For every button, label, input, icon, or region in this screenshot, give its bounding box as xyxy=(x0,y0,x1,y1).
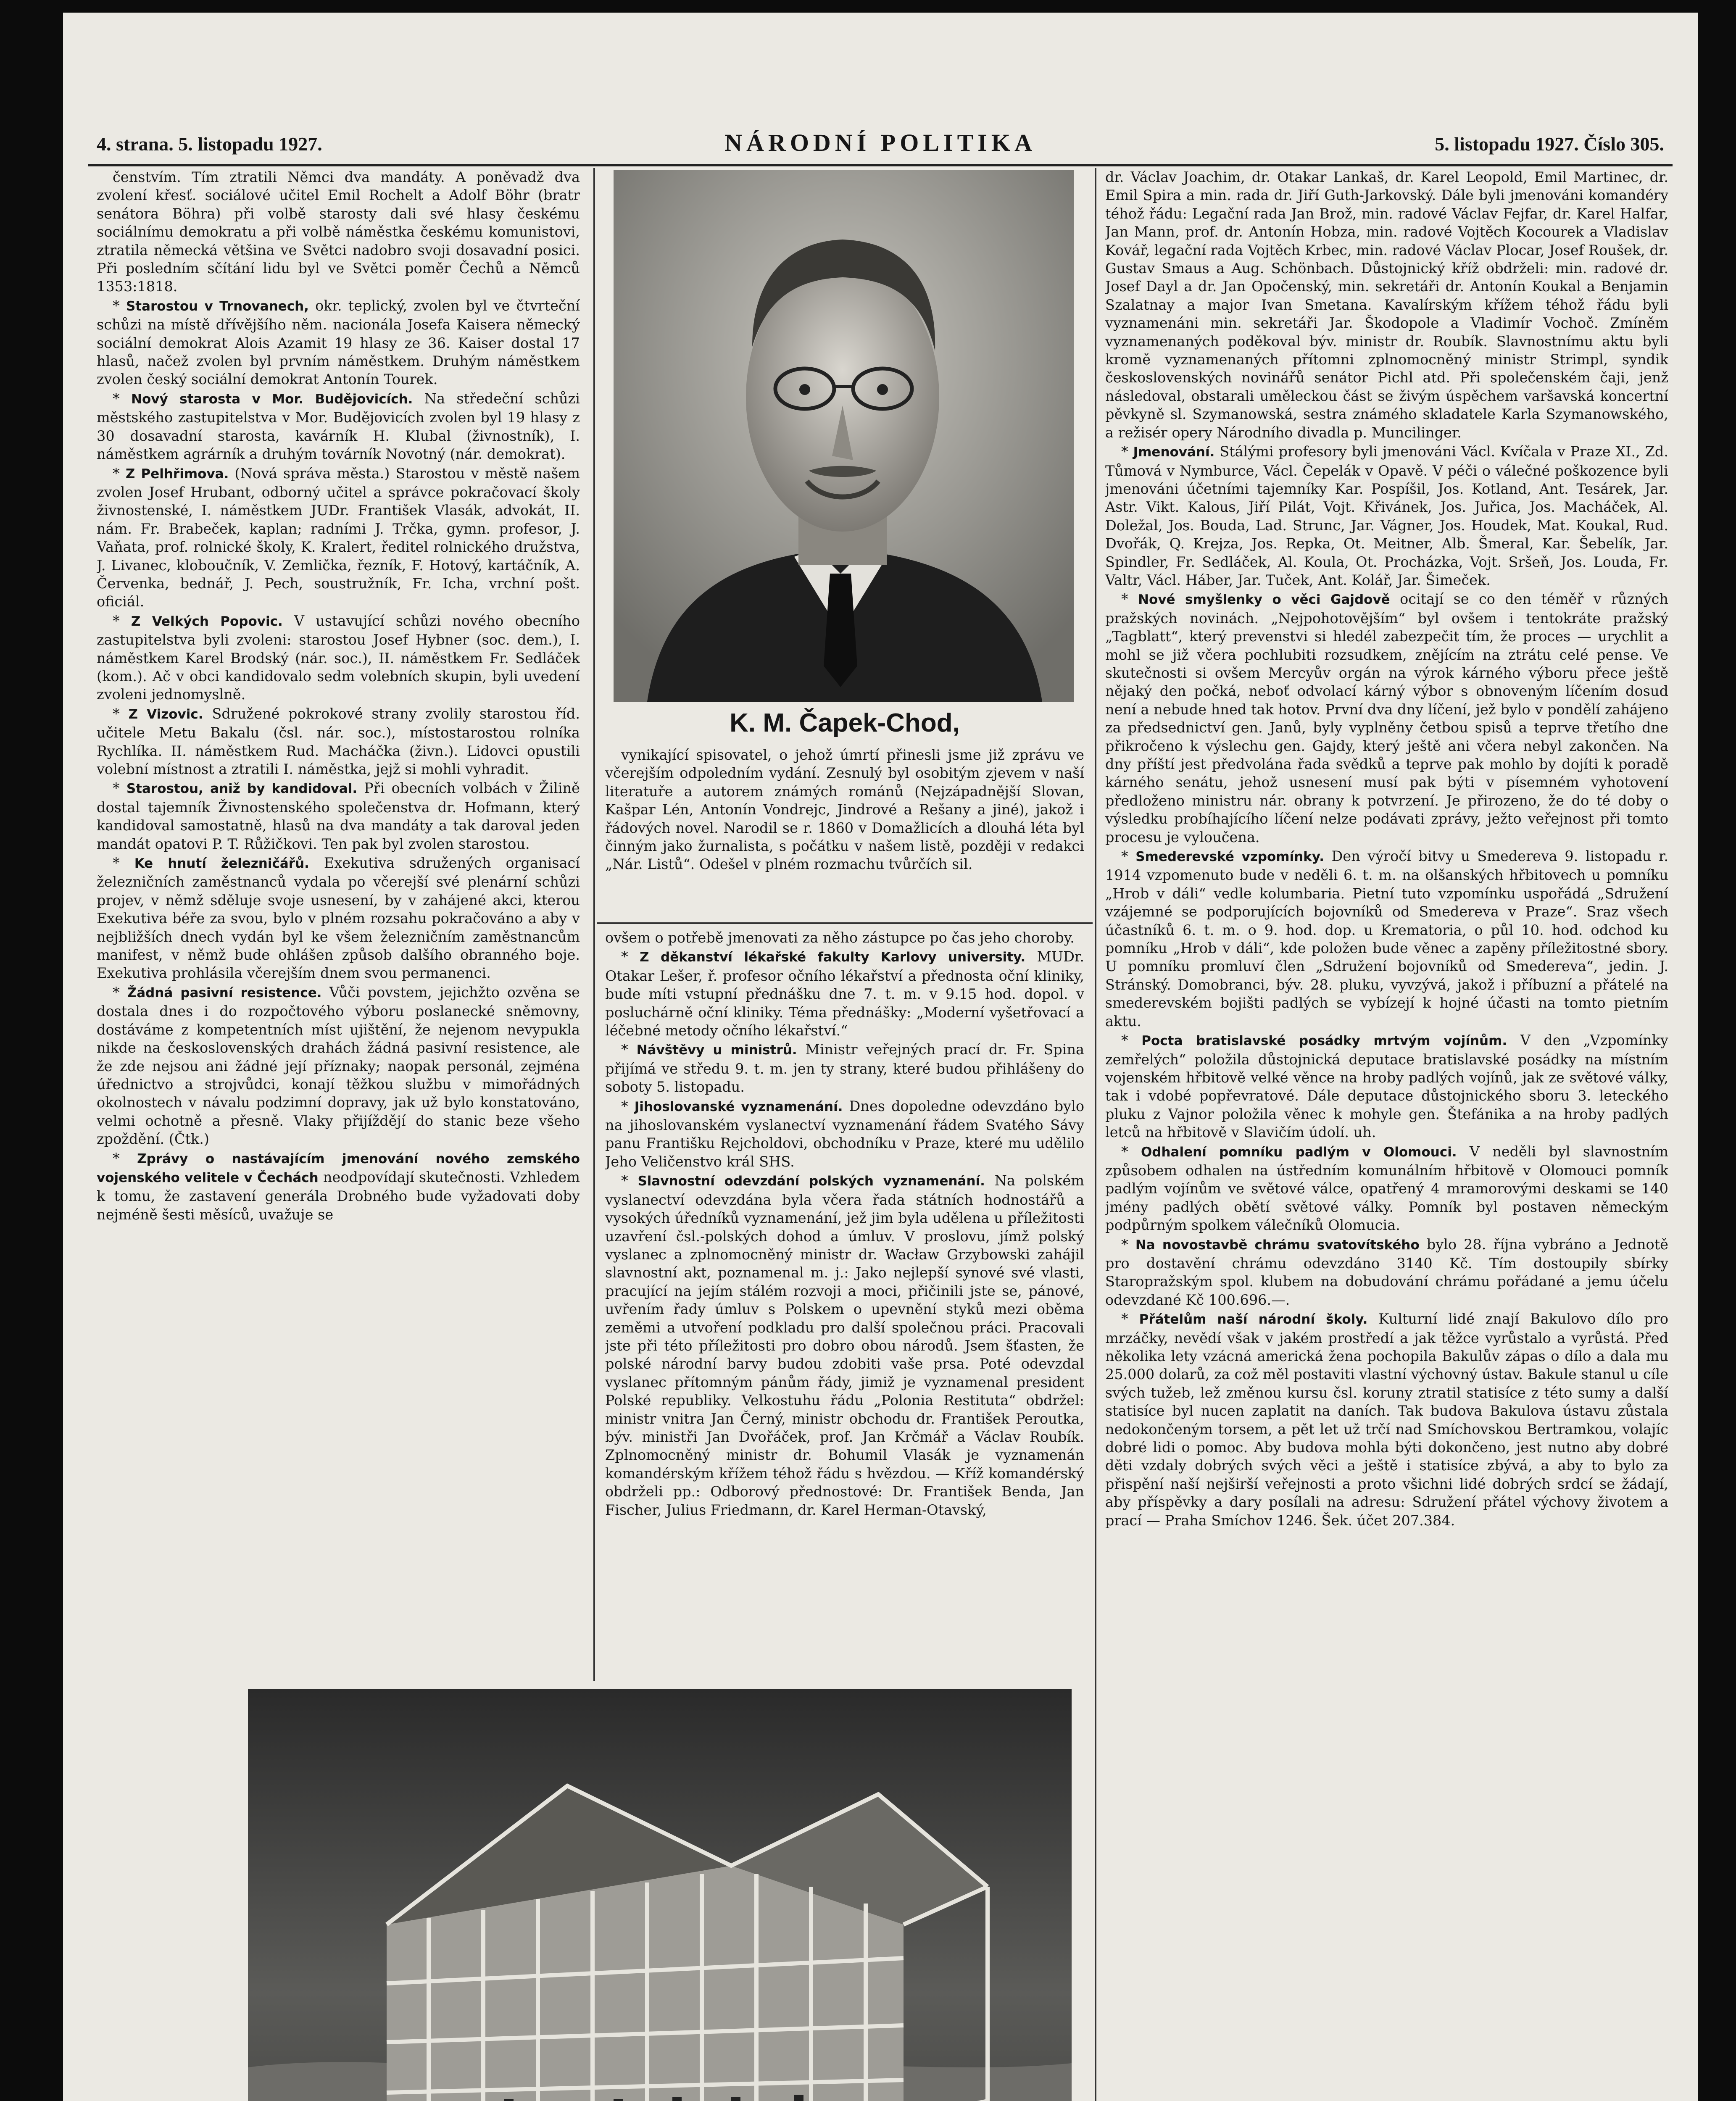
article: * Smederevské vzpomínky. Den výročí bitvy u Smedereva 9. listopadu r. 1914 vzpomenuto bude v neděli 6. t. m. na olšanských hřbitovech u pomníku „Hrob v dáli“ vedle kolumbaria. Pietní tuto vzpomínku uspořádá „Sdružení vzájemné se podporujících bojovníků od Smedereva v Praze“. Sraz všech účastníků 6. t. m. o 9. hod. dop. u Krematoria, o půl 10. hod. odchod ku pomníku „Hrob v dáli“, kde položen bude věnec a zapěny příležitostné sbory. U pomníku promluví člen „Sdružení bojovníků od Smedereva“, jedin. J. Stránský. Domobranci, býv. 28. pluku, vyvzývá, jakož i příbuzní a přátelé na smederevském bojišti padlých se vybízejí k hojné účasti na tomto pietním aktu. xyxy=(1105,848,1668,1029)
article: * Nový starosta v Mor. Budějovicích. Na středeční schůzi městského zastupitelstva v Mor. Budějovicích zvolen byl 19 hlasy z 30 dosavadní starosta, kavárník H. Klubal (živnostník), I. náměstkem agrárník a druhým továrník Novotný (nár. demokrat). xyxy=(97,390,580,463)
article: * Návštěvy u ministrů. Ministr veřejných prací dr. Fr. Spina přijímá ve středu 9. t. m. jen ty strany, které budou přihlášeny do soboty 5. listopadu. xyxy=(605,1041,1084,1095)
portrait-caption: vynikající spisovatel, o jehož úmrtí přinesli jsme již zprávu ve včerejším odpoledním vydání. Zesnulý byl osobitým zjevem v naší literatuře a autorem známých románů (Nejzápadnější Slovan, Kašpar Lén, Antonín Vondrejc, Jindrové a Rešany a jiné), jakož i řádových novel. Narodil se r. 1860 v Domažlicích a dlouhá léta byl činným jako žurnalista, s počátku v našem listě, později v redakci „Nár. Listů“. Odešel v plném rozmachu tvůrčích sil. xyxy=(605,747,1084,873)
article: ovšem o potřebě jmenovati za něho zástupce po čas jeho choroby. xyxy=(605,929,1075,946)
article: * Z Pelhřimova. (Nová správa města.) Starostou v městě našem zvolen Josef Hrubant, odborný učitel a správce pokračovací školy živnostenské, I. náměstkem JUDr. František Vlasák, advokát, II. nám. Fr. Brabeček, kaplan; radními J. Trčka, gymn. profesor, J. Vaňata, prof. rolnické školy, K. Kralert, ředitel rolnického družstva, J. Livanec, kloboučník, V. Zemlička, řezník, F. Hotový, kartáčník, A. Červenka, bednář, J. Pech, soustružník, Fr. Icha, vrchní pošt. oficiál. xyxy=(97,465,580,610)
article: * Ke hnutí železničářů. Exekutiva sdružených organisací železničních zaměstnanců vydala po včerejší své plenární schůzi projev, v němž sděluje svoje usnesení, by v zahájené akci, kterou Exekutiva béře za svou, bylo v plném rozsahu pokračováno a aby v nejbližších dnech vydán byl ke všem železničním zaměstnancům manifest, v němž bude ohlášen způsob dalšího obranného boje. Exekutiva prohlásila včerejším dnem svou permanenci. xyxy=(97,855,580,982)
article: * Odhalení pomníku padlým v Olomouci. V neděli byl slavnostním způsobem odhalen na ústředním komunálním hřbitově v Olomouci pomník padlým vojínům ve světové válce, opatřený 4 mramorovými deskami se 140 jmény padlých obětí světové války. Pomník byl postaven německým podpůrným spolkem válečníků Olomucia. xyxy=(1105,1143,1668,1234)
column-3 xyxy=(1105,168,1668,2101)
article: dr. Václav Joachim, dr. Otakar Lankaš, dr. Karel Leopold, Emil Martinec, dr. Emil Spira a min. rada dr. Jiří Guth-Jarkovský. Dále byli jmenováni komandéry téhož řádu: Legační rada Jan Brož, min. radové Václav Fejfar, dr. Karel Halfar, Jan Mann, prof. dr. Antonín Hobza, min. radové Vojtěch Kocourek a Vladislav Kovář, legační rada Vojtěch Krbec, min. radové Václav Plocar, Josef Roušek, dr. Gustav Smaus a Aug. Schönbach. Důstojnický kříž obdrželi: min. radové dr. Josef Dayl a dr. Jan Opočenský, min. sekretáři dr. Antonín Koukal a Benjamin Szalatnay a major Ivan Smetana. Kavalírským křížem téhož řádu byli vyznamenáni min. sekretáři Jar. Škodopole a Vladimír Vochoč. Zmíněm vyznamenaných poděkoval býv. ministr dr. Roubík. Slavnostnímu aktu byli kromě vyznamenaných přítomni zplnomocněný ministr Strimpl, syndik československých novinářů senátor Pichl atd. Při společenském čaji, jenž následoval, obstarali uměleckou část se živým úspěchem varšavská koncertní pěvkyně sl. Szymanowská, sestra známého skladatele Karla Szymanowského, a režisér opery Národního divadla p. Muncilinger. xyxy=(1105,169,1668,441)
article: * Z Velkých Popovic. V ustavující schůzi nového obecního zastupitelstva byli zvoleni: starostou Josef Hybner (soc. dem.), I. náměstkem Karel Brodský (nár. soc.), II. náměstkem Fr. Sedláček (kom.). Ač v obci kandidovalo sedm volebních skupin, byli uvedení zvoleni jednomyslně. xyxy=(97,612,580,703)
article: * Zprávy o nastávajícím jmenování nového zemského vojenského velitele v Čechách neodpovídají skutečnosti. Vzhledem k tomu, že zastavení generála Drobného bude vyžadovati doby nejméně šesti měsíců, uvažuje se xyxy=(97,1150,580,1223)
article: * Přátelům naší národní školy. Kulturní lidé znají Bakulovo dílo pro mrzáčky, nevědí však v jakém prostředí a jak těžce vyrůstalo a vyrůstá. Před několika lety vzácná americká žena pochopila Bakulův zápas o dílo a dala mu 25.000 dolarů, za což měl postaviti vlastní výchovný ústav. Bakule stanul u cíle svých tužeb, lež změnou kursu čsl. koruny ztratil statisíce z této sumy a další statisíce byl nucen zaplatit na daních. Tak budova Bakulova ústavu zůstala nedokončeným torsem, a pět let už trčí nad Smíchovskou Bertramkou, volajíc dobré lidi o pomoc. Aby budova mohla býti dokončeno, jest nutno aby dobré děti vzdaly dobrých svých věci a ještě i statisíce zbývá, a aby to bylo za přispění naší nejširší veřejnosti a proto všichni lidé dobrých srdcí se žádají, aby příspěvky a dary posílali na adresu: Sdružení přátel výchovy životem a prací — Praha Smíchov 1246. Šek. účet 207.384. xyxy=(1105,1311,1668,1529)
column-rule xyxy=(593,168,595,1681)
portrait-photo xyxy=(614,170,1074,702)
column-2 xyxy=(605,929,1084,1681)
portrait-rule xyxy=(597,922,1093,924)
article: * Na novostavbě chrámu svatovítského bylo 28. října vybráno a Jednotě pro dostavění chrámu odevzdáno 3140 Kč. Tím dostoupily sbírky Staropražským spol. klubem na dobudování chrámu pořádané a jemu účelu odevzdané Kč 100.696.—. xyxy=(1105,1236,1668,1308)
column-rule xyxy=(1095,168,1096,2101)
article: * Starostou, aniž by kandidoval. Při obecních volbách v Žilině dostal tajemník Živnostenského společenstva dr. Hofmann, který kandidoval samostatně, hlasů na dva mandáty a tak daroval jeden mandát opatovi P. T. Růžičkovi. Ten pak byl zvolen starostou. xyxy=(97,780,580,852)
article: * Slavnostní odevzdání polských vyznamenání. Na polském vyslanectví odevzdána byla včera řada státních hodnostářů a vysokých úředníků vyznamenání, jež jim byla udělena u příležitosti uzavření čsl.-polských dohod a úmluv. V proslovu, jímž polský vyslanec a zplnomocněný ministr dr. Wacław Grzybowski zahájil slavnostní akt, poznamenal m. j.: Jako nejlepší synové své vlasti, pracující na jejím stálém rozvoji a moci, přičinili jste se, pánové, uvřením řady úmluv s Polskem o upevnění styků mezi oběma zeměmi a utvoření podkladu pro další společnou práci. Pracovali jste při této příležitosti pro dobro obou národů. Jsem šťasten, že polské národní barvy budou zdobiti vaše prsa. Poté odevzdal vyslanec přítomným pánům řády, jimiž je vyznamenal president Polské republiky. Velkostuhu řádu „Polonia Restituta“ obdržel: ministr vnitra Jan Černý, ministr obchodu dr. František Peroutka, býv. ministři Jan Dvořáček, prof. Jan Krčmář a Václav Roubík. Zplnomocněný ministr dr. Bohumil Vlasák je vyznamenán komandérským křížem téhož řádu s hvězdou. — Kříž komandérský obdrželi pp.: Odborový přednostové: Dr. František Benda, Jan Fischer, Julius Friedmann, dr. Karel Herman-Otavský, xyxy=(605,1172,1084,1518)
hut-construction-photo xyxy=(248,1689,1072,2101)
article: * Z Vizovic. Sdružené pokrokové strany zvolily starostou říd. učitele Metu Bakalu (čsl. nár. soc.), místostarostou rolníka Rychlíka. II. náměstkem Rud. Macháčka (živn.). Lidovci opustili volební místnost a ztratili I. náměstka, jejž si mohli vyhradit. xyxy=(97,705,580,777)
page-header xyxy=(88,126,1673,166)
article: * Pocta bratislavské posádky mrtvým vojínům. V den „Vzpomínky zemřelých“ položila důstojnická deputace bratislavské posádky na místním vojenském hřbitově velké věnce na hroby padlých vojínů, jak ze světové války, tak i vdobé popřevratové. Dále deputace důstojnického sboru 3. leteckého pluku z Vajnor položila věnec k mohyle gen. Štefánika a na hroby padlých letců na hřbitově v Slavičím údolí. uh. xyxy=(1105,1032,1668,1141)
portrait-name: K. M. Čapek-Chod, xyxy=(730,708,960,737)
newspaper-page xyxy=(63,13,1698,2101)
article: * Starostou v Trnovanech, okr. teplický, zvolen byl ve čtvrteční schůzi na místě dřívějšího něm. nacionála Josefa Kaisera německý sociální demokrat Alois Azamit 19 hlasy ze 36. Kaiser dostal 17 hlasů, načež zvolen byl prvním náměstkem. Druhým náměstkem zvolen český sociální demokrat Antonín Tourek. xyxy=(97,297,580,388)
header-left: 4. strana. 5. listopadu 1927. xyxy=(97,133,322,155)
article: * Jmenování. Stálými profesory byli jmenováni Václ. Kvíčala v Praze XI., Zd. Tůmová v Nymburce, Václ. Čepelák v Opavě. V péči o válečné poškozence byli jmenováni účetními tajemníky Kar. Pospíšil, Jos. Kotland, Ant. Tesárek, Jar. Astr. Vikt. Kalous, Jiří Pilát, Vojt. Křivánek, Jos. Juřica, Jos. Macháček, Al. Doležal, Jos. Bouda, Lad. Strunc, Jar. Vágner, Jos. Houdek, Mat. Koukal, Rud. Dvořák, Q. Krejza, Jos. Repka, Ot. Meitner, Alb. Šmeral, Kar. Šebelík, Jar. Spindler, Fr. Sedláček, Al. Koula, Ot. Procházka, Vojt. Sršeň, Jos. Louda, Fr. Valtr, Václ. Háber, Jar. Tuček, Ant. Kolář, Jar. Šimeček. xyxy=(1105,443,1668,588)
article: * Žádná pasivní resistence. Vůči povstem, jejichžto ozvěna se dostala dnes i do rozpočtového výboru poslanecké sněmovny, dostáváme z kompetentních míst ujištění, že nejenom nevypukla nikde na československých drahách žádná pasivní resistence, ale že zde nejsou ani žádné její příznaky; naopak personál, zejména úřednictvo a strojvůdci, konají těžkou službu v mimořádných okolnostech v návalu podzimní dopravy, jak už bylo konstatováno, velmi ochotně a přesně. Vlaky přijíždějí do stanic beze všeho zpoždění. (Čtk.) xyxy=(97,984,580,1148)
column-1 xyxy=(97,168,580,1681)
article: * Nové smyšlenky o věci Gajdově ocitají se co den téměř v různých pražských novinách. „Nejpohotovějším“ byl ovšem i tentokráte pražský „Tagblatt“, který prevenstvi si hledél zabezpečit tím, že proces — urychlit a mohl se již včera pochlubiti rozsudkem, znějícím na ztrátu celé pense. Ve skutečnosti si ovšem Mercyův orgán na výrok kárného výboru přece ještě nějaký den počká, neboť odvolací kárný výbor s obnoveným líčením dosud není a nebude hned tak hotov. První dva dny líčení, jež bylo v pondělí zahájeno za předsednictví gen. Janů, byly vyplněny četbou spisů a teprve třetího dne přikročeno k výslechu gen. Gajdy, který ještě ani včera nebyl zakončen. Na dny příští jest předvolána řada svědků a teprve pak mohlo by dojíti k poradě kárného senátu, jehož usnesení musí pak býti v písemném vyhotovení předloženo ministru nár. obrany k potvrzení. Je přirozeno, že do té doby o výsledku probíhajícího líčení nelze podávati zprávy, ježto veřejnost při tomto procesu je vyloučena. xyxy=(1105,591,1668,845)
masthead: NÁRODNÍ POLITIKA xyxy=(724,129,1036,156)
article: * Jihoslovanské vyznamenání. Dnes dopoledne odevzdáno bylo na jihoslovanském vyslanectví vyznamenání řádem Svatého Sávy panu Františku Rejcholdovi, obchodníku v Praze, které mu udělilo Jeho Veličenstvo král SHS. xyxy=(605,1098,1084,1170)
article: čenstvím. Tím ztratili Němci dva mandáty. A poněvadž dva zvolení křesť. sociálové učitel Emil Rochelt a Adolf Böhr (bratr senátora Böhra) při volbě starosty dali své hlasy českému sociálnímu demokratu a při volbě náměstka českému komunistovi, ztratila německá většina ve Světci nadobro svoji dosavadní posici. Při posledním sčítání lidu byl ve Světci poměr Čechů a Němců 1353:1818. xyxy=(97,169,580,295)
header-right: 5. listopadu 1927. Číslo 305. xyxy=(1435,133,1664,155)
article: * Z děkanství lékařské fakulty Karlovy university. MUDr. Otakar Lešer, ř. profesor očního lékařství a přednosta oční kliniky, bude míti vstupní přednášku dne 7. t. m. v 9.15 hod. dopol. v posluchárně oční kliniky. Téma přednášky: „Moderní vyšetřovací a léčebné metody očního lékařství.“ xyxy=(605,948,1084,1039)
